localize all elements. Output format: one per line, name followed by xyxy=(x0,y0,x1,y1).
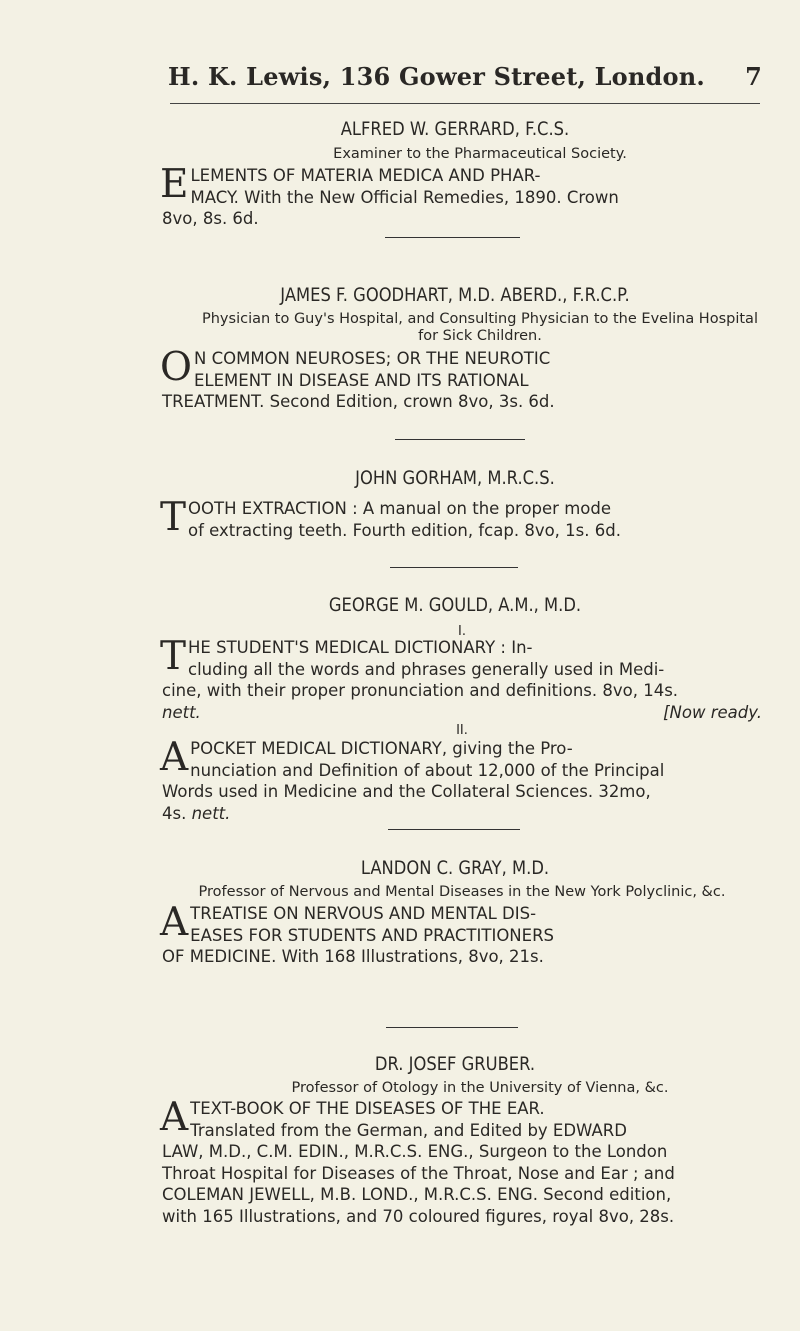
entry-line: EASES FOR STUDENTS AND PRACTITIONERS xyxy=(190,925,555,945)
book-entry xyxy=(160,735,762,824)
author-credentials: Professor of Otology in the University of Vienna, &c. xyxy=(291,1080,669,1096)
entry-line: cluding all the words and phrases generally used in Medi- xyxy=(188,659,665,679)
entry-line: nunciation and Definition of about 12,000 of the Principal xyxy=(190,760,665,780)
entry-line: HE STUDENT'S MEDICAL DICTIONARY : In- xyxy=(188,638,533,657)
entry-line: Translated from the German, and Edited by EDWARD xyxy=(190,1120,627,1140)
entry-line: TREATISE ON NERVOUS AND MENTAL DIS- xyxy=(190,904,537,923)
section-divider xyxy=(388,829,520,830)
author-heading: JAMES F. GOODHART, M.D. ABERD., F.R.C.P. xyxy=(280,284,630,306)
book-entry xyxy=(160,900,762,968)
drop-cap: T xyxy=(160,634,187,679)
entry-line: OF MEDICINE. With 168 Illustrations, 8vo, 21s. xyxy=(162,947,544,966)
price-note: nett. xyxy=(162,702,201,722)
entry-line: Throat Hospital for Diseases of the Throat, Nose and Ear ; and xyxy=(162,1163,675,1183)
book-entry xyxy=(160,495,762,541)
entry-line: ELEMENT IN DISEASE AND ITS RATIONAL xyxy=(193,370,529,390)
entry-line: OOTH EXTRACTION : A manual on the proper mode xyxy=(188,499,612,518)
price: 4s. xyxy=(162,803,187,823)
entry-line: Words used in Medicine and the Collateral Sciences. 32mo, xyxy=(162,782,651,801)
header-rule xyxy=(170,103,760,104)
author-heading: LANDON C. GRAY, M.D. xyxy=(360,857,550,879)
entry-line: MACY. With the New Official Remedies, 1890. Crown xyxy=(190,187,619,207)
volume-numeral: I. xyxy=(458,624,466,639)
entry-line: N COMMON NEUROSES; OR THE NEUROTIC xyxy=(193,349,551,368)
entry-line: LAW, M.D., C.M. EDIN., M.R.C.S. ENG., Surgeon to the London xyxy=(162,1142,668,1161)
book-entry xyxy=(160,1095,762,1227)
entry-line: cine, with their proper pronunciation and definitions. 8vo, 14s. xyxy=(162,681,679,700)
book-entry xyxy=(160,345,762,413)
entry-line: COLEMAN JEWELL, M.B. LOND., M.R.C.S. ENG. Second edition, xyxy=(162,1185,672,1204)
page-number: 7 xyxy=(745,62,762,91)
running-head-title: H. K. Lewis, 136 Gower Street, London. xyxy=(168,62,705,91)
section-divider xyxy=(386,1027,518,1028)
book-entry xyxy=(160,634,762,723)
entry-line: LEMENTS OF MATERIA MEDICA AND PHAR- xyxy=(190,166,541,185)
section-divider xyxy=(395,439,525,440)
drop-cap: A xyxy=(160,900,189,945)
volume-numeral: II. xyxy=(456,723,468,738)
section-divider xyxy=(385,237,520,238)
drop-cap: A xyxy=(160,1095,189,1140)
entry-line: POCKET MEDICAL DICTIONARY, giving the Pro- xyxy=(190,739,573,758)
entry-line: TREATMENT. Second Edition, crown 8vo, 3s. 6d. xyxy=(162,392,555,411)
author-heading: JOHN GORHAM, M.R.C.S. xyxy=(355,467,555,489)
availability-note: [Now ready. xyxy=(663,702,762,722)
running-head xyxy=(168,62,762,91)
entry-line xyxy=(162,702,762,724)
entry-line: with 165 Illustrations, and 70 coloured figures, royal 8vo, 28s. xyxy=(162,1206,675,1226)
drop-cap: A xyxy=(160,735,189,780)
drop-cap: O xyxy=(160,345,192,390)
author-heading: ALFRED W. GERRARD, F.C.S. xyxy=(340,118,570,140)
drop-cap: T xyxy=(160,495,187,540)
author-heading: DR. JOSEF GRUBER. xyxy=(374,1053,536,1075)
book-entry xyxy=(160,162,762,230)
author-credentials: Examiner to the Pharmaceutical Society. xyxy=(333,146,627,162)
author-heading: GEORGE M. GOULD, A.M., M.D. xyxy=(328,594,582,616)
entry-line: of extracting teeth. Fourth edition, fcap. 8vo, 1s. 6d. xyxy=(188,520,621,540)
entry-line: 8vo, 8s. 6d. xyxy=(162,209,259,228)
author-credentials: Physician to Guy's Hospital, and Consulting Physician to the Evelina Hospital for Sick Children. xyxy=(202,311,758,344)
entry-line xyxy=(162,803,762,825)
price-note: nett. xyxy=(191,803,231,823)
entry-line: TEXT-BOOK OF THE DISEASES OF THE EAR. xyxy=(190,1099,545,1118)
section-divider xyxy=(390,567,518,568)
author-credentials: Professor of Nervous and Mental Diseases in the New York Polyclinic, &c. xyxy=(198,884,726,900)
drop-cap: E xyxy=(160,162,189,207)
